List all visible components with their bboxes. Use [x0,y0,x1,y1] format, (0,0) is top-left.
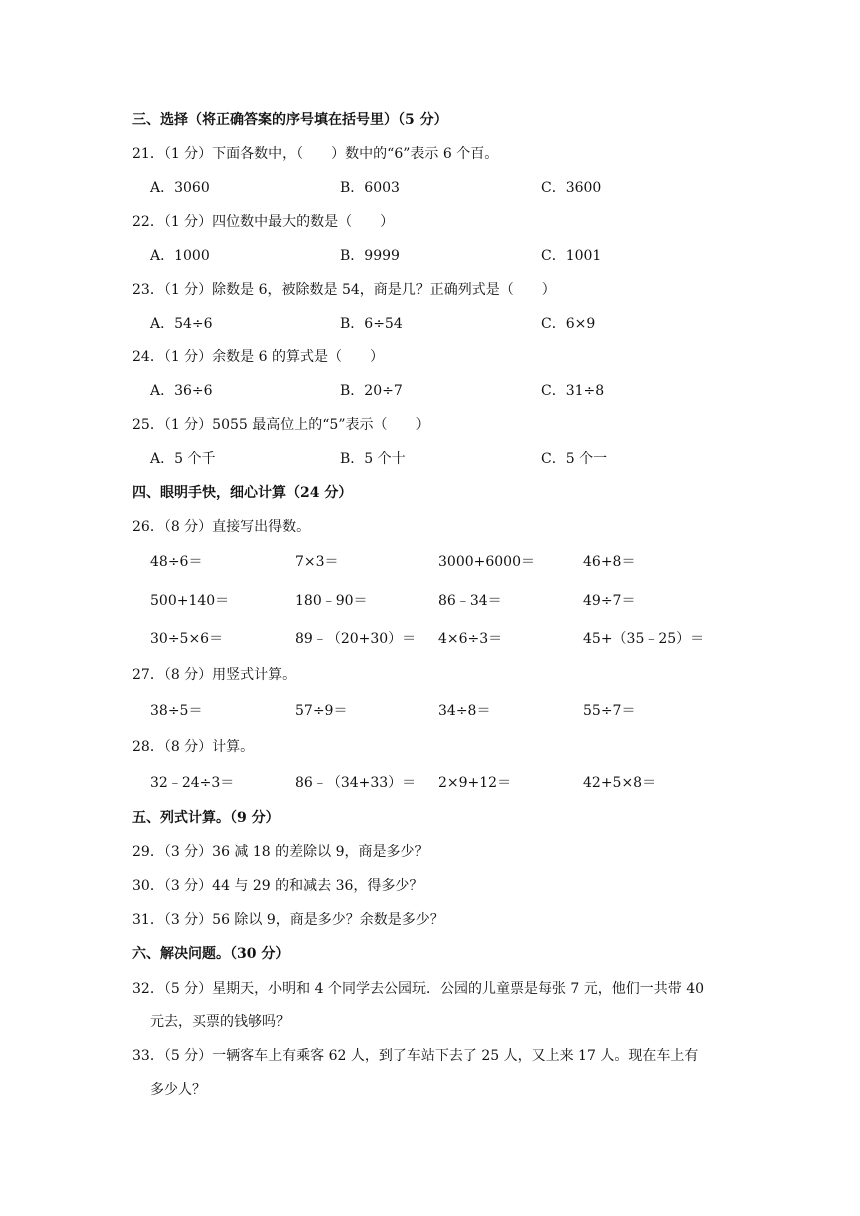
calc-item: 32﹣24÷3＝ [150,775,235,791]
section-4-title: 四、眼明手快，细心计算（24 分） [132,485,353,501]
question-25-stem: 25．（1 分）5055 最高位上的“5”表示（ ） [132,417,430,433]
question-24-option-c: C．31÷8 [541,383,605,399]
question-22-option-b: B．9999 [340,248,400,264]
section-3-title: 三、选择（将正确答案的序号填在括号里）（5 分） [132,112,448,128]
question-22-stem: 22．（1 分）四位数中最大的数是（ ） [132,214,395,230]
calc-item: 7×3＝ [295,554,339,570]
question-25-option-b: B．5 个十 [340,451,406,467]
calc-item: 86﹣（34+33）＝ [295,775,417,791]
question-25-option-c: C．5 个一 [541,451,608,467]
calc-item: 89﹣（20+30）＝ [295,631,417,647]
question-30-stem: 30．（3 分）44 与 29 的和减去 36，得多少？ [132,878,424,894]
question-23-option-b: B．6÷54 [340,316,403,332]
calc-item: 86﹣34＝ [438,593,502,609]
calc-item: 49÷7＝ [583,593,636,609]
calc-item: 55÷7＝ [583,703,636,719]
calc-item: 57÷9＝ [295,703,348,719]
question-32-line-1: 32．（5 分）星期天，小明和 4 个同学去公园玩．公园的儿童票是每张 7 元，他们一共带 40 [132,981,705,997]
section-6-title: 六、解决问题。（30 分） [132,946,290,962]
question-24-stem: 24．（1 分）余数是 6 的算式是（ ） [132,349,384,365]
calc-item: 38÷5＝ [150,703,203,719]
question-29-stem: 29．（3 分）36 减 18 的差除以 9，商是多少？ [132,844,429,860]
question-33-line-2: 多少人？ [150,1082,206,1098]
calc-item: 180﹣90＝ [295,593,368,609]
question-24-option-a: A．36÷6 [150,383,213,399]
calc-item: 4×6÷3＝ [438,631,503,647]
calc-item: 2×9+12＝ [438,775,512,791]
question-21-option-c: C．3600 [541,180,602,196]
question-21-option-a: A．3060 [150,180,210,196]
question-33-line-1: 33．（5 分）一辆客车上有乘客 62 人，到了车站下去了 25 人，又上来 17 人。现在车上有 [132,1048,699,1064]
calc-item: 500+140＝ [150,593,230,609]
question-22-option-c: C．1001 [541,248,602,264]
section-5-title: 五、列式计算。（9 分） [132,810,280,826]
question-23-option-a: A．54÷6 [150,316,213,332]
calc-item: 3000+6000＝ [438,554,535,570]
question-21-option-b: B．6003 [340,180,400,196]
question-21-stem: 21．（1 分）下面各数中，（ ）数中的“6”表示 6 个百。 [132,146,499,162]
question-28-stem: 28．（8 分）计算。 [132,739,255,755]
question-27-stem: 27．（8 分）用竖式计算。 [132,667,297,683]
question-24-option-b: B．20÷7 [340,383,403,399]
question-26-stem: 26．（8 分）直接写出得数。 [132,519,311,535]
calc-item: 34÷8＝ [438,703,491,719]
calc-item: 46+8＝ [583,554,636,570]
calc-item: 42+5×8＝ [583,775,657,791]
question-23-option-c: C．6×9 [541,316,596,332]
calc-item: 30÷5×6＝ [150,631,224,647]
question-23-stem: 23．（1 分）除数是 6，被除数是 54，商是几？正确列式是（ ） [132,282,556,298]
question-25-option-a: A．5 个千 [150,451,216,467]
question-22-option-a: A．1000 [150,248,210,264]
calc-item: 48÷6＝ [150,554,203,570]
question-32-line-2: 元去，买票的钱够吗？ [150,1014,290,1030]
calc-item: 45+（35﹣25）＝ [583,631,705,647]
question-31-stem: 31．（3 分）56 除以 9，商是多少？余数是多少？ [132,912,444,928]
